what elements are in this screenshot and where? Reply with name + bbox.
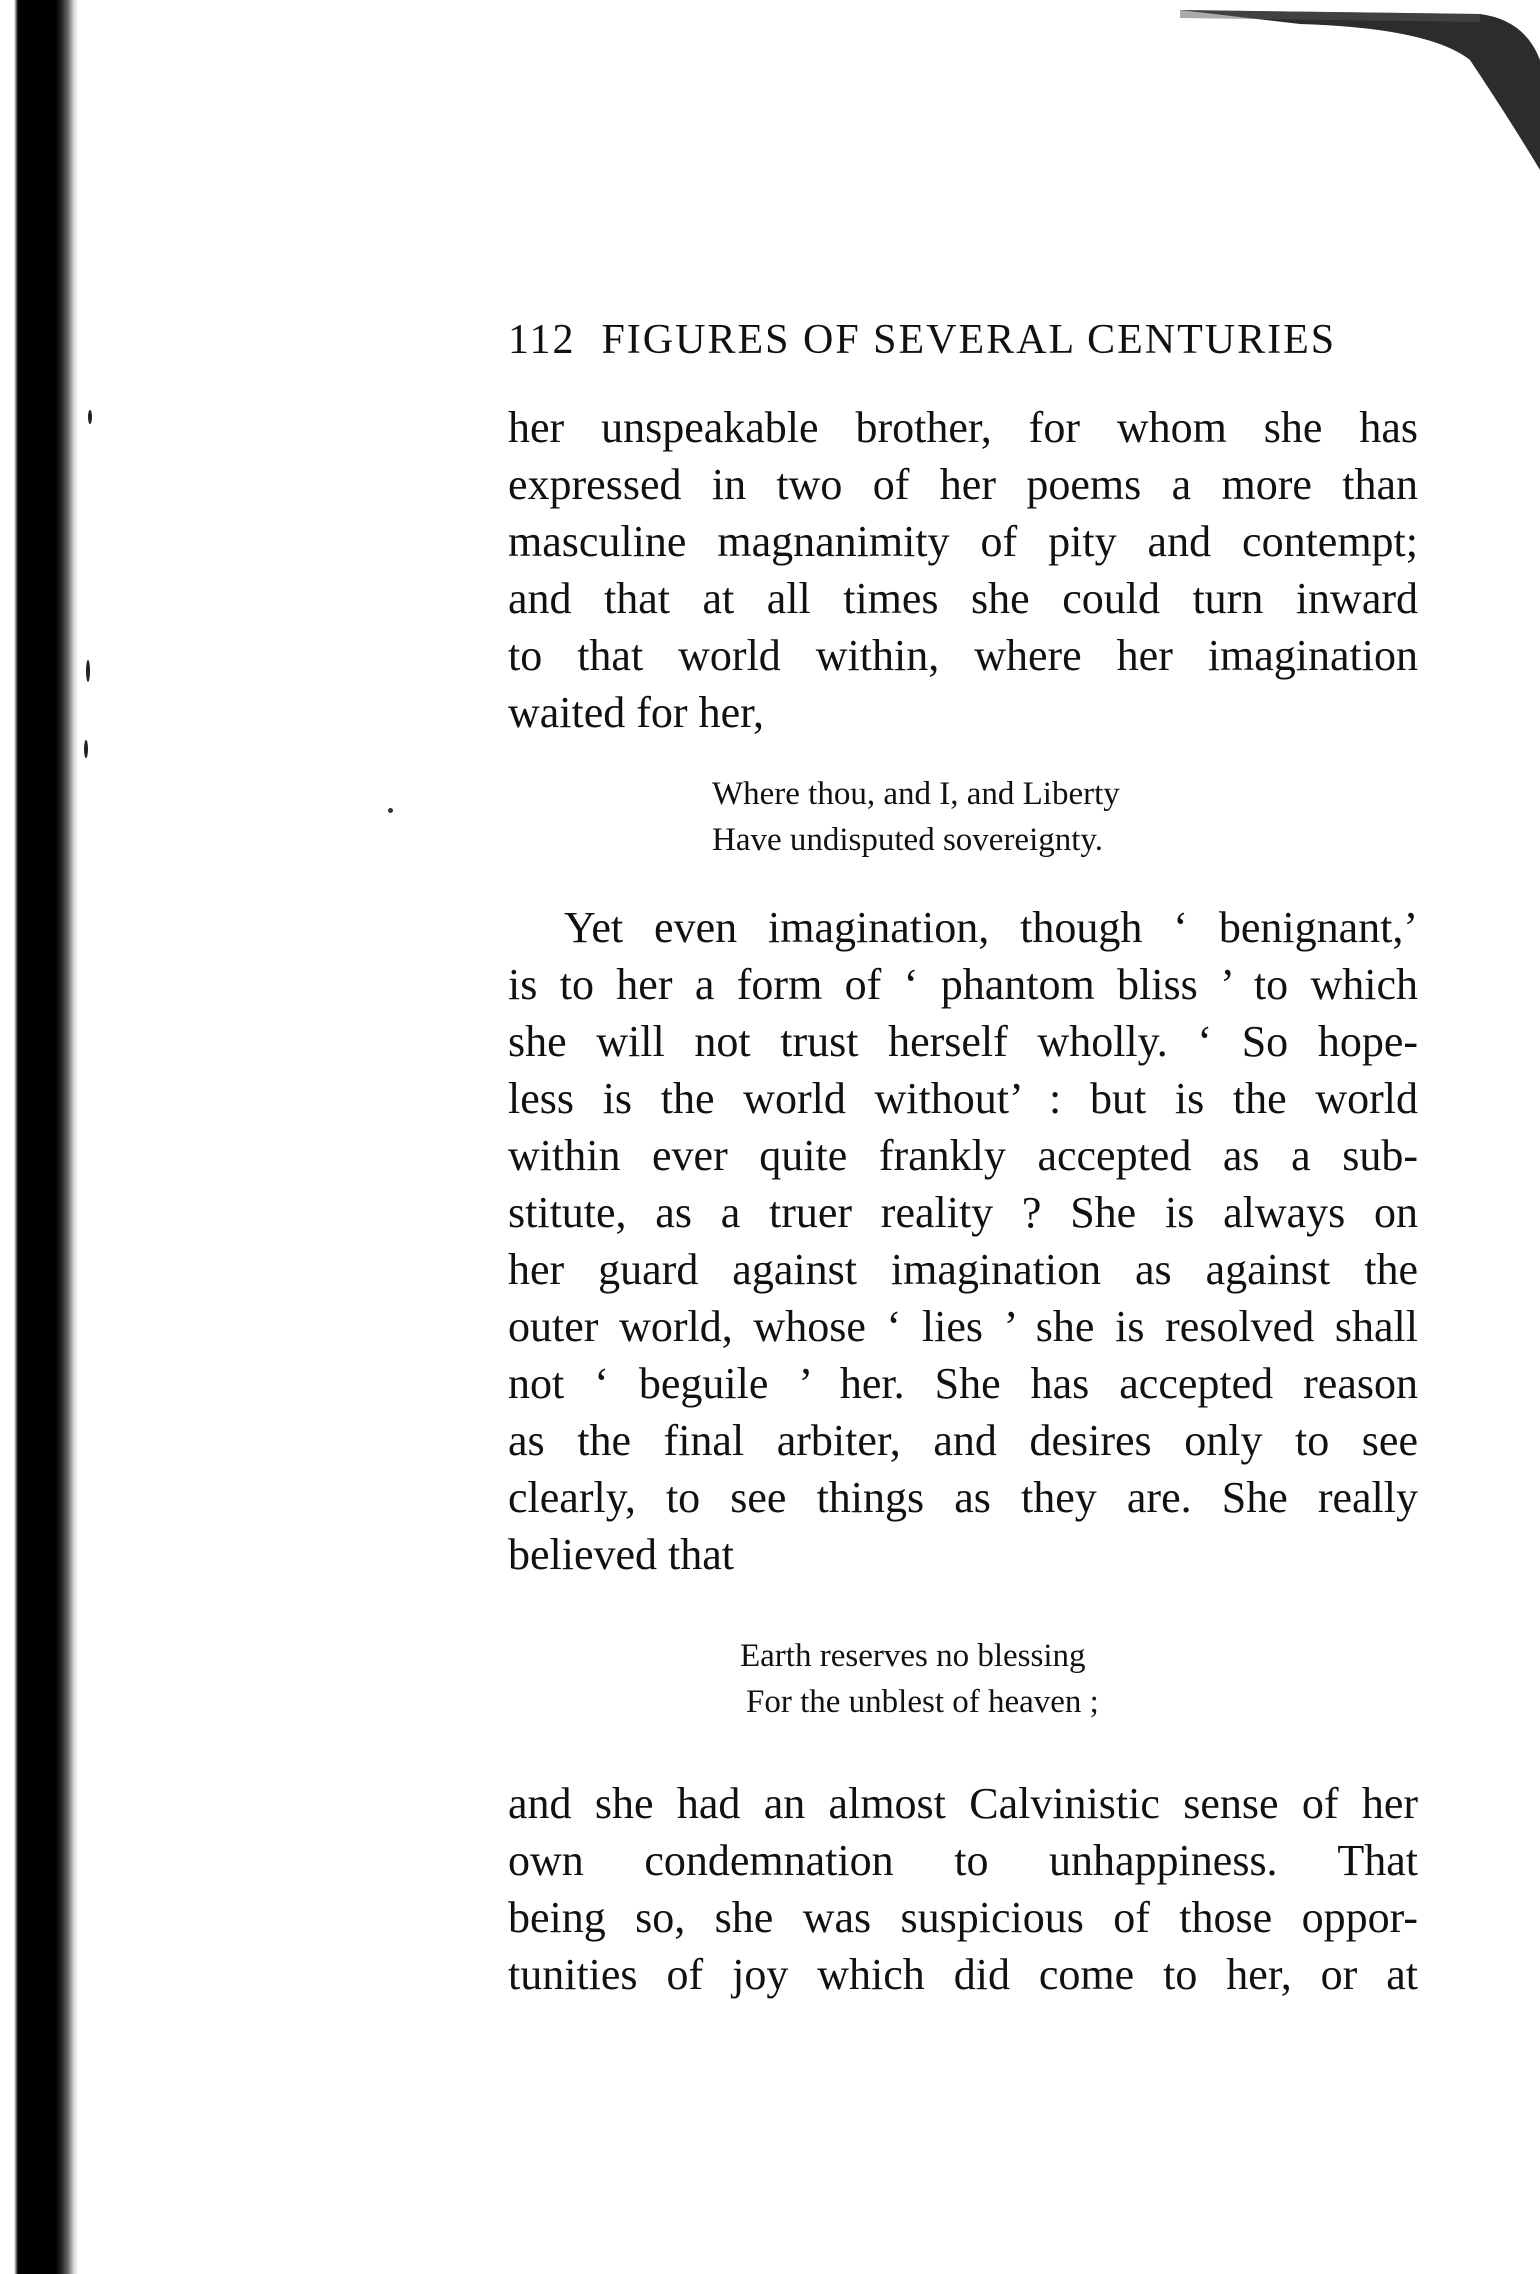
text-line: not ‘ beguile ’ her. She has accepted reason [508, 1359, 1418, 1408]
text-line: being so, she was suspicious of those oppor- [508, 1893, 1418, 1942]
text-line: she will not trust herself wholly. ‘ So hope- [508, 1017, 1418, 1066]
text-line: expressed in two of her poems a more than [508, 460, 1418, 509]
text-line: and that at all times she could turn inward [508, 574, 1418, 623]
text-line: her unspeakable brother, for whom she has [508, 403, 1418, 452]
text-line: her guard against imagination as against the [508, 1245, 1418, 1294]
verse-quotation-1 [712, 771, 1418, 863]
scan-speck [86, 660, 90, 682]
text-line: clearly, to see things as they are. She really [508, 1473, 1418, 1522]
verse-line: Where thou, and I, and Liberty [712, 776, 1120, 812]
verse-line: For the unblest of heaven ; [746, 1684, 1099, 1720]
paragraph-1 [508, 399, 1418, 741]
scan-speck [84, 740, 88, 758]
running-head [508, 305, 1418, 375]
verse-line: Earth reserves no blessing [740, 1638, 1086, 1674]
page-number: 112 [508, 317, 576, 363]
text-line: as the final arbiter, and desires only to see [508, 1416, 1418, 1465]
text-line: is to her a form of ‘ phantom bliss ’ to which [508, 960, 1418, 1009]
paragraph-2 [508, 899, 1418, 1583]
text-line: masculine magnanimity of pity and contempt; [508, 517, 1418, 566]
text-line: Yet even imagination, though ‘ benignant,’ [564, 903, 1418, 952]
text-line: tunities of joy which did come to her, or at [508, 1950, 1418, 1999]
scan-corner-shadow [1180, 0, 1540, 170]
scan-dot [388, 808, 393, 813]
scan-speck [88, 410, 92, 424]
paragraph-3 [508, 1775, 1418, 2003]
text-line: within ever quite frankly accepted as a sub- [508, 1131, 1418, 1180]
text-line: stitute, as a truer reality ? She is always on [508, 1188, 1418, 1237]
text-line: believed that [508, 1530, 735, 1579]
text-line: and she had an almost Calvinistic sense of her [508, 1779, 1418, 1828]
verse-quotation-2 [740, 1633, 1418, 1725]
book-page [508, 305, 1418, 2003]
verse-line: Have undisputed sovereignty. [712, 822, 1104, 858]
text-line: own condemnation to unhappiness. That [508, 1836, 1418, 1885]
text-line: to that world within, where her imagination [508, 631, 1418, 680]
book-gutter-shadow [0, 0, 78, 2274]
text-line: waited for her, [508, 688, 765, 737]
text-line: less is the world without’ : but is the world [508, 1074, 1418, 1123]
text-line: outer world, whose ‘ lies ’ she is resolved shall [508, 1302, 1418, 1351]
running-title: FIGURES OF SEVERAL CENTURIES [601, 317, 1337, 363]
